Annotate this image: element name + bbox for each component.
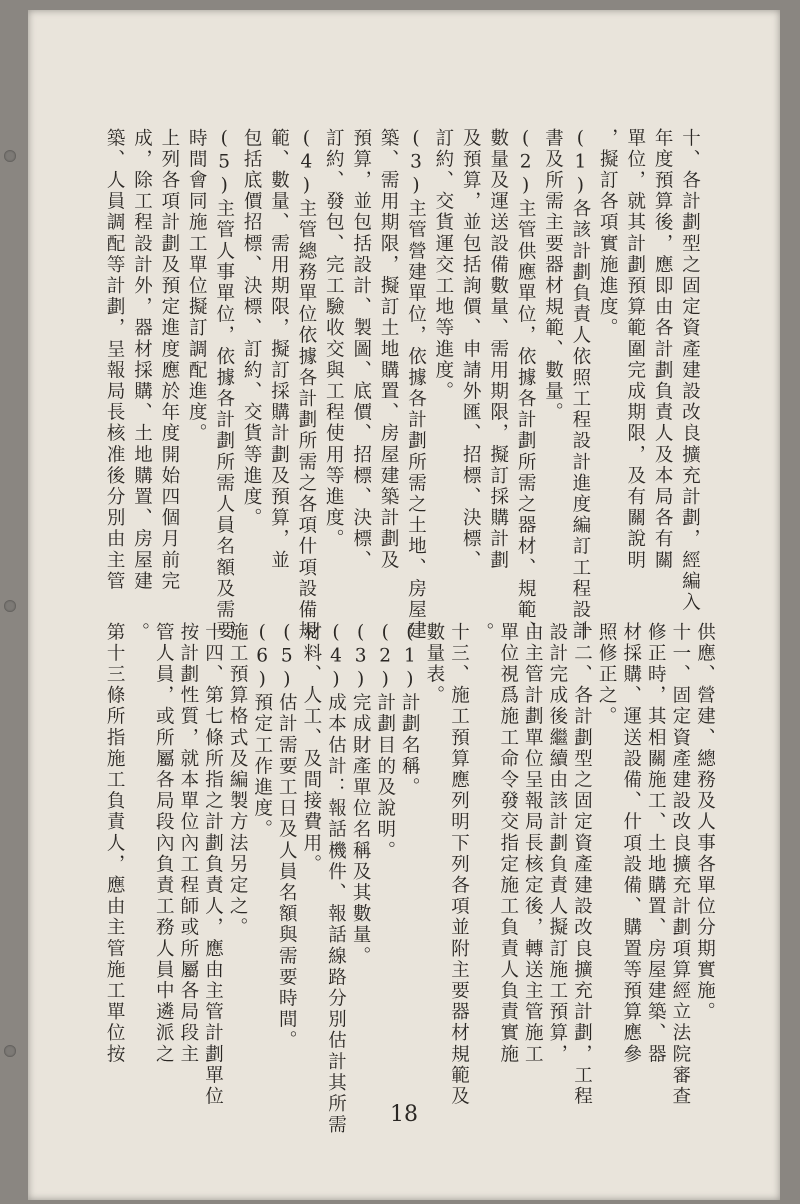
text-column: ，擬訂各項實施進度。 bbox=[597, 128, 619, 339]
text-column: (1)計劃名稱。 bbox=[399, 622, 421, 799]
text-column: 十四、第七條所指之計劃負責人，應由主管計劃單位 bbox=[202, 622, 224, 1108]
text-column: 供應、營建、總務及人事各單位分期實施。 bbox=[694, 622, 716, 1023]
text-column: (1)各該計劃負責人依照工程設計進度編訂工程設計 bbox=[569, 128, 591, 642]
text-column: (4)成本估計：報話機件、報話線路分別估計其所需 bbox=[325, 622, 347, 1136]
text-column: 十三、施工預算應列明下列各項並附主要器材規範及 bbox=[448, 622, 470, 1108]
text-column: 時間會同施工單位擬訂調配進度。 bbox=[186, 128, 208, 445]
text-column: 年度預算後，應即由各計劃負責人及本局各有關 bbox=[652, 128, 674, 572]
text-column: 管人員，或所屬各局段內負責工務人員中遴派之 bbox=[153, 622, 175, 1066]
text-column: 包括底價招標、決標、訂約、交貨等進度。 bbox=[241, 128, 263, 529]
text-column: (3)完成財產單位名稱及其數量。 bbox=[350, 622, 372, 968]
text-column: 。 bbox=[128, 622, 150, 644]
text-column: 築、需用期限，擬訂土地購置、房屋建築計劃及 bbox=[378, 128, 400, 572]
text-column: 十、各計劃型之固定資產建設改良擴充計劃，經編入 bbox=[679, 128, 701, 614]
text-column: 修正時，其相關施工、土地購置、房屋建築、器 bbox=[645, 622, 667, 1066]
text-column: 單位，就其計劃預算範圍完成期限，及有關說明 bbox=[624, 128, 646, 572]
text-column: 單位視爲施工命令發交指定施工負責人負責實施 bbox=[497, 622, 519, 1066]
text-column: 。 bbox=[473, 622, 495, 644]
text-column: (2)主管供應單位，依據各計劃所需之器材、規範、 bbox=[515, 128, 537, 642]
page-number: 18 bbox=[390, 1102, 418, 1127]
text-column: (5)主管人事單位，依據各計劃所需人員名額及需要 bbox=[213, 128, 235, 642]
text-column: (3)主管營建單位，依據各計劃所需之土地、房屋建 bbox=[405, 128, 427, 642]
text-column: (4)主管總務單位依據各計劃所需之各項什項設備規 bbox=[295, 128, 317, 642]
text-column: 材料、人工、及間接費用。 bbox=[300, 622, 322, 876]
text-column: 設計完成後繼續由該計劃負責人擬訂施工預算， bbox=[546, 622, 568, 1066]
text-column: 築、人員調配等計劃，呈報局長核准後分別由主管 bbox=[104, 128, 126, 593]
text-column: 十二、各計劃型之固定資產建設改良擴充計劃，工程 bbox=[571, 622, 593, 1108]
text-column: 照修正之。 bbox=[596, 622, 618, 728]
text-column: 材採購、運送設備、什項設備、購置等預算應參 bbox=[620, 622, 642, 1066]
text-column: 訂約、交貨運交工地等進度。 bbox=[432, 128, 454, 403]
document-page bbox=[28, 10, 780, 1200]
text-column: 第十三條所指施工負責人，應由主管施工單位按 bbox=[104, 622, 126, 1066]
binder-hole bbox=[4, 600, 16, 612]
text-column: 數量表。 bbox=[423, 622, 445, 707]
text-column: (2)計劃目的及說明。 bbox=[374, 622, 396, 862]
text-column: 範、數量、需用期限，擬訂採購計劃及預算，並 bbox=[268, 128, 290, 572]
text-column: 及預算，並包括詢價、申請外匯、招標、決標、 bbox=[460, 128, 482, 572]
text-column: 施工預算格式及編製方法另定之。 bbox=[227, 622, 249, 939]
binder-hole bbox=[4, 150, 16, 162]
binder-hole bbox=[4, 1045, 16, 1057]
text-column: 按計劃性質，就本單位內工程師或所屬各局段主 bbox=[177, 622, 199, 1066]
text-column: (5)估計需要工日及人員名額與需要時間。 bbox=[276, 622, 298, 1052]
text-column: 成，除工程設計外，器材採購、土地購置、房屋建 bbox=[131, 128, 153, 593]
text-column: 預算，並包括設計、製圖、底價、招標、決標、 bbox=[350, 128, 372, 572]
text-column: 訂約、發包、完工驗收交與工程使用等進度。 bbox=[323, 128, 345, 550]
text-column: 由主管計劃單位呈報局長核定後，轉送主管施工 bbox=[522, 622, 544, 1066]
text-column: 上列各項計劃及預定進度應於年度開始四個月前完 bbox=[158, 128, 180, 593]
text-column: 十一、固定資產建設改良擴充計劃項算經立法院審查 bbox=[669, 622, 691, 1108]
text-column: (6)預定工作進度。 bbox=[251, 622, 273, 841]
text-column: 書及所需主要器材規範、數量。 bbox=[542, 128, 564, 424]
text-column: 數量及運送設備數量、需用期限，擬訂採購計劃 bbox=[487, 128, 509, 572]
